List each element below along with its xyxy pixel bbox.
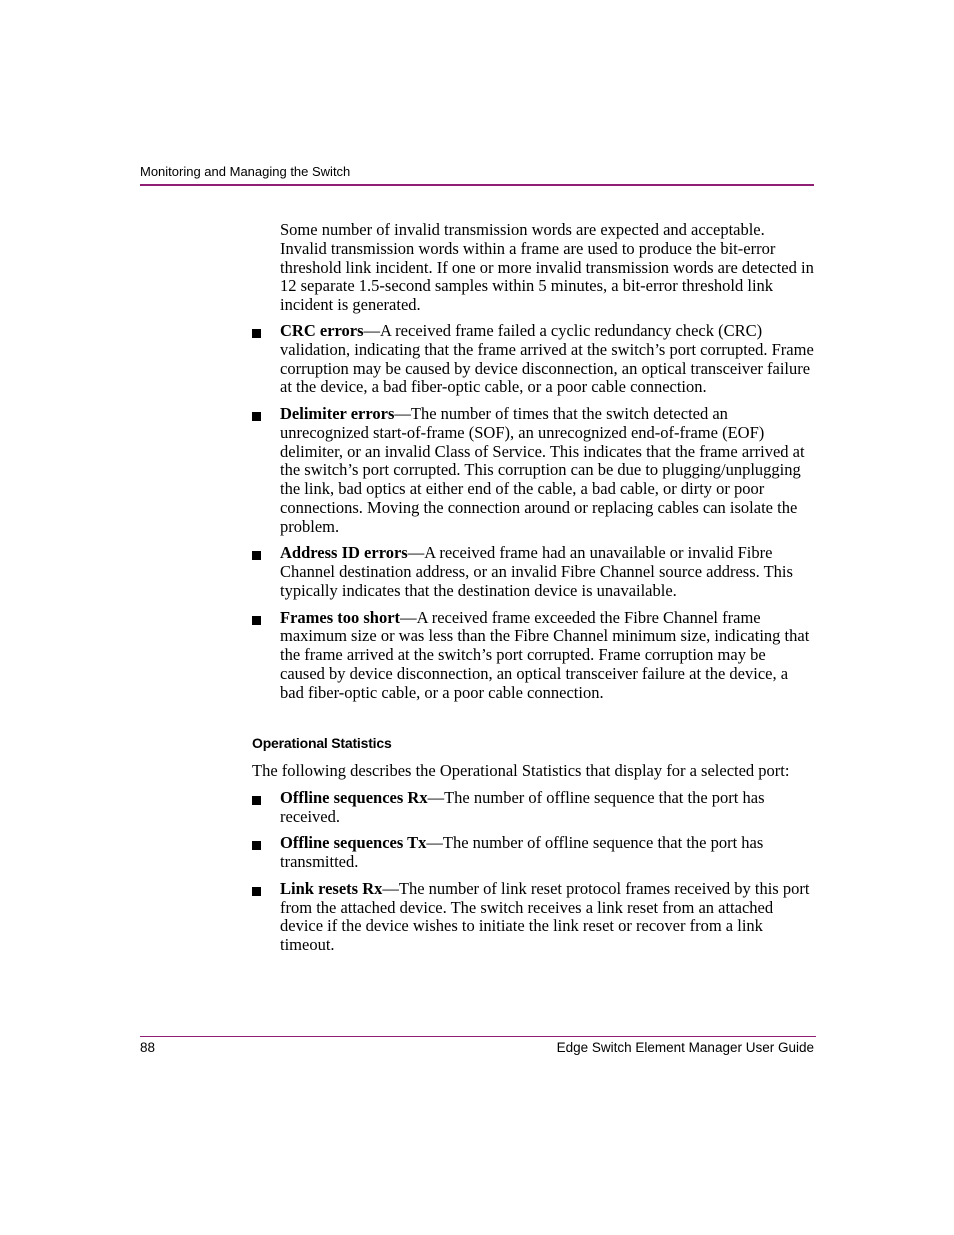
item-text: —The number of times that the switch detected an unrecognized start-of-frame (SOF), an unrecognized end-of-frame (EOF) delimiter, or an invalid Class of Service. This indicates that the frame arrived at the switch’s port corrupted. This corruption can be due to plugging/unplugging the link, bad optics at either end of the cable, a bad cable, or dirty or poor connections. Moving the connection around or replacing cables can isolate the problem. [280,403,805,536]
item-text: —The number of offline sequence that the port has transmitted. [280,833,764,872]
bullet-icon [252,616,261,625]
bullet-icon [252,887,261,896]
section-intro: The following describes the Operational Statistics that display for a selected port: [252,761,790,780]
running-header: Monitoring and Managing the Switch [140,164,351,179]
list-item [252,834,814,872]
item-text: —A received frame failed a cyclic redundancy check (CRC) validation, indicating that the frame arrived at the switch’s port corrupted. Frame corruption may be caused by device disconnection, an optical transceiver failure at the device, a bad fiber-optic cable, or a poor cable connection. [280,321,814,397]
item-term: Link resets Rx [280,878,383,898]
item-text: —The number of offline sequence that the port has received. [280,788,765,826]
guide-title: Edge Switch Element Manager User Guide [556,1040,814,1055]
intro-paragraph: Some number of invalid transmission words are expected and acceptable. Invalid transmission words within a frame are used to produce the bit-error threshold link incident. If one or more invalid transmission words are detected in 12 separate 1.5-second samples within 5 minutes, a bit-error threshold link incident is generated. [280,220,814,315]
item-text: —The number of link reset protocol frames received by this port from the attached device. The switch receives a link reset from an attached device if the device wishes to initiate the link reset or recover from a link timeout. [280,878,810,955]
list-item [252,880,814,955]
error-list [252,322,814,710]
list-item [252,544,814,600]
bullet-icon [252,551,261,560]
item-term: Frames too short [280,607,401,627]
bullet-icon [252,412,261,421]
item-text: —A received frame had an unavailable or invalid Fibre Channel destination address, or an invalid Fibre Channel source address. This typically indicates that the destination device is unavailable. [280,543,793,600]
list-item [252,789,814,827]
item-term: Delimiter errors [280,403,395,423]
bullet-icon [252,329,261,338]
list-item [252,609,814,703]
header-rule [140,184,814,186]
list-item [252,322,814,397]
item-term: Offline sequences Rx [280,788,428,807]
bullet-icon [252,841,261,850]
list-item [252,405,814,537]
section-heading: Operational Statistics [252,735,392,751]
item-text: —A received frame exceeded the Fibre Channel frame maximum size or was less than the Fibre Channel minimum size, indicating that the frame arrived at the switch’s port corrupted. Frame corruption may be caused by device disconnection, an optical transceiver failure at the device, a bad fiber-optic cable, or a poor cable connection. [280,607,810,702]
footer-rule [140,1036,816,1037]
item-term: Offline sequences Tx [280,833,427,853]
item-term: Address ID errors [280,543,408,563]
operational-stats-list [252,789,814,963]
item-term: CRC errors [280,321,364,340]
bullet-icon [252,796,261,805]
page-number: 88 [140,1040,156,1055]
